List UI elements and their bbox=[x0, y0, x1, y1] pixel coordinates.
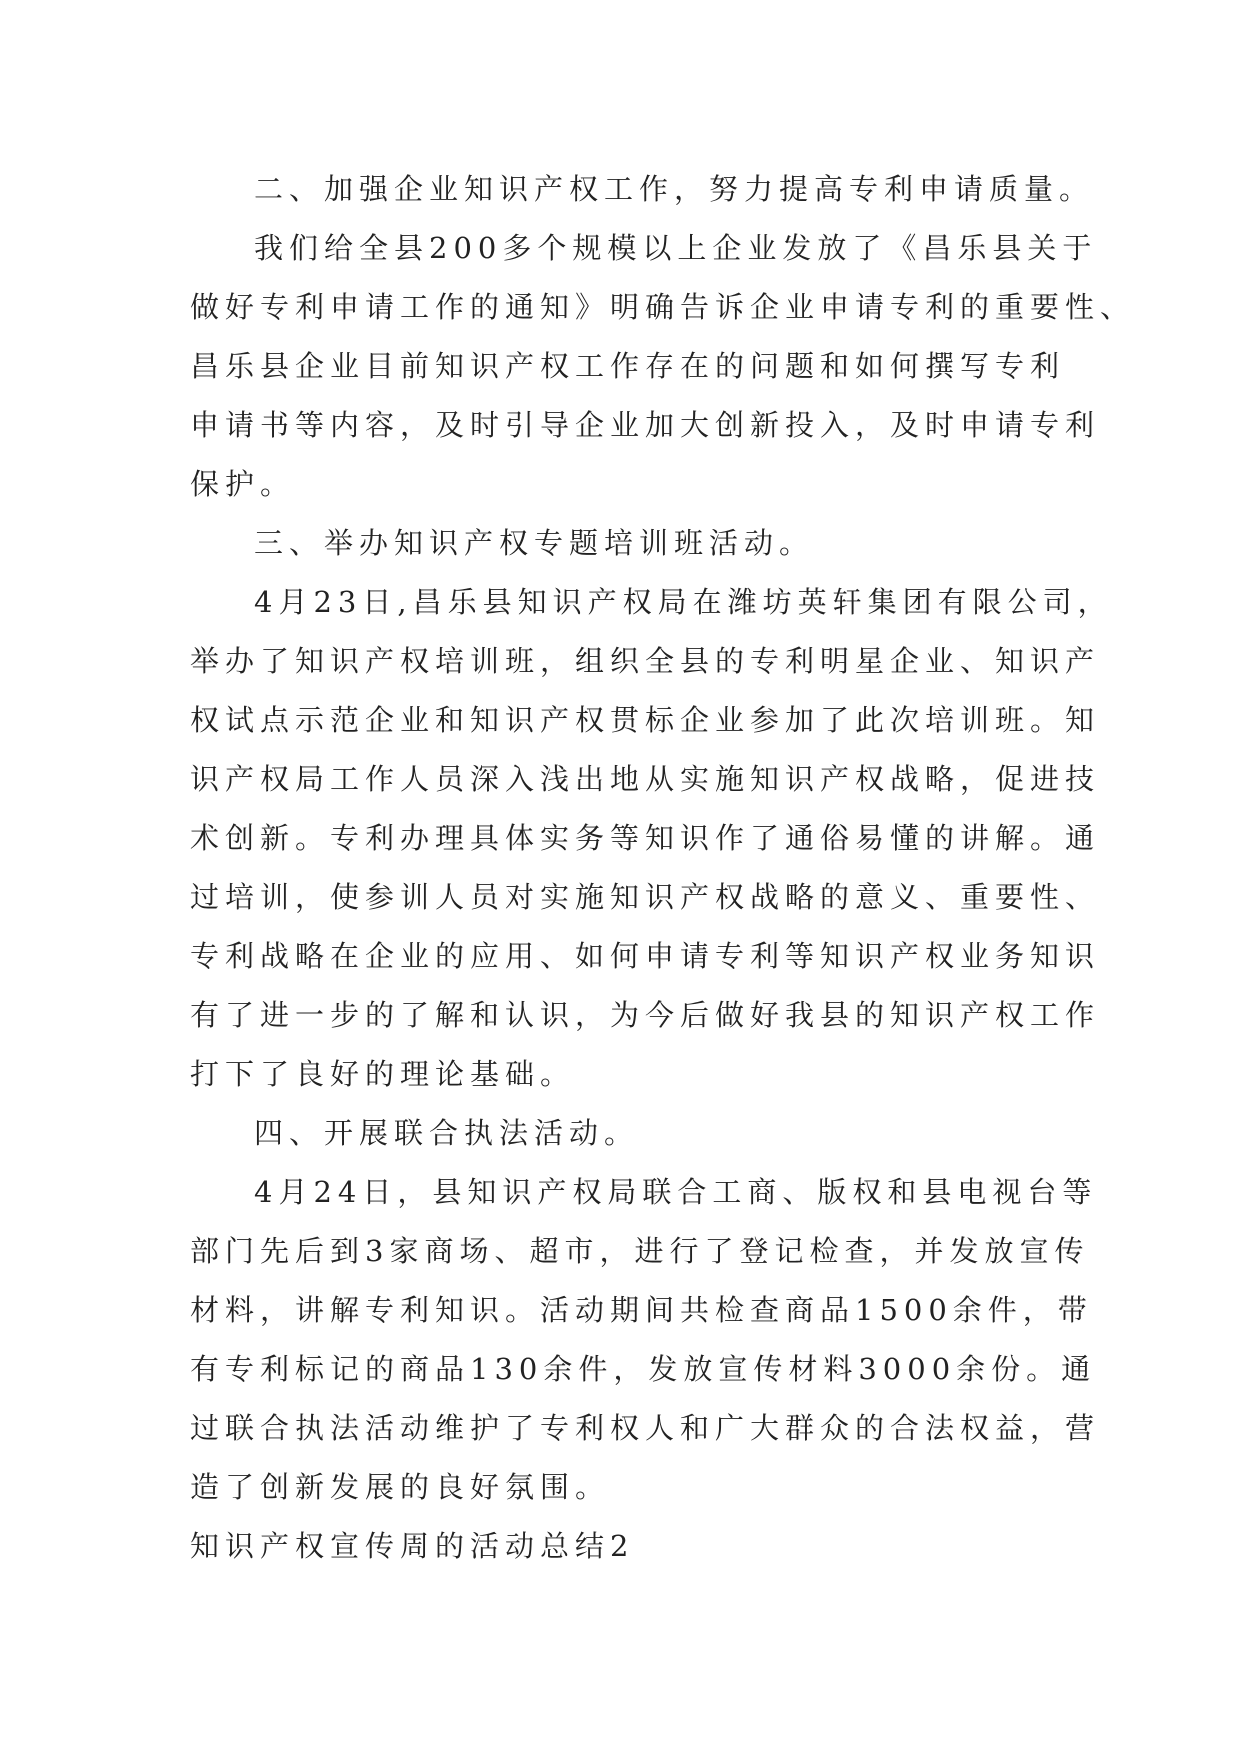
text-line: 四、开展联合执法活动。 bbox=[254, 1116, 640, 1150]
text-line: 识产权局工作人员深入浅出地从实施知识产权战略，促进技 bbox=[190, 762, 1101, 796]
text-line: 4月23日,昌乐县知识产权局在潍坊英轩集团有限公司， bbox=[254, 585, 1113, 619]
section-heading bbox=[190, 160, 1095, 219]
text-line: 保护。 bbox=[190, 467, 296, 501]
text-line: 打下了良好的理论基础。 bbox=[190, 1057, 576, 1091]
text-line: 申请书等内容，及时引导企业加大创新投入，及时申请专利 bbox=[190, 408, 1101, 442]
text-line: 权试点示范企业和知识产权贯标企业参加了此次培训班。知 bbox=[190, 703, 1101, 737]
text-line: 有专利标记的商品130余件，发放宣传材料3000余份。通 bbox=[190, 1352, 1097, 1386]
text-line: 昌乐县企业目前知识产权工作存在的问题和如何撰写专利 bbox=[190, 349, 1066, 383]
text-line: 专利战略在企业的应用、如何申请专利等知识产权业务知识 bbox=[190, 939, 1101, 973]
document-body bbox=[190, 160, 1136, 1576]
body-paragraph bbox=[190, 573, 1113, 1104]
text-line: 有了进一步的了解和认识，为今后做好我县的知识产权工作 bbox=[190, 998, 1101, 1032]
text-line: 过联合执法活动维护了专利权人和广大群众的合法权益，营 bbox=[190, 1411, 1101, 1445]
text-line: 我们给全县200多个规模以上企业发放了《昌乐县关于 bbox=[254, 231, 1098, 265]
text-line: 做好专利申请工作的通知》明确告诉企业申请专利的重要性、 bbox=[190, 290, 1136, 324]
body-paragraph bbox=[190, 219, 1136, 514]
text-line: 4月24日，县知识产权局联合工商、版权和县电视台等 bbox=[254, 1175, 1098, 1209]
text-line: 举办了知识产权培训班，组织全县的专利明星企业、知识产 bbox=[190, 644, 1101, 678]
section-heading bbox=[190, 1104, 1090, 1163]
text-line: 二、加强企业知识产权工作，努力提高专利申请质量。 bbox=[254, 172, 1095, 206]
text-line: 部门先后到3家商场、超市，进行了登记检查，并发放宣传 bbox=[190, 1234, 1090, 1268]
text-line: 过培训，使参训人员对实施知识产权战略的意义、重要性、 bbox=[190, 880, 1101, 914]
text-line: 三、举办知识产权专题培训班活动。 bbox=[254, 526, 815, 560]
text-line: 造了创新发展的良好氛围。 bbox=[190, 1470, 611, 1504]
text-line: 术创新。专利办理具体实务等知识作了通俗易懂的讲解。通 bbox=[190, 821, 1101, 855]
section-title bbox=[190, 1517, 1090, 1576]
text-line: 知识产权宣传周的活动总结2 bbox=[190, 1529, 635, 1563]
section-heading bbox=[190, 514, 1090, 573]
body-paragraph bbox=[190, 1163, 1101, 1517]
text-line: 材料，讲解专利知识。活动期间共检查商品1500余件，带 bbox=[190, 1293, 1093, 1327]
